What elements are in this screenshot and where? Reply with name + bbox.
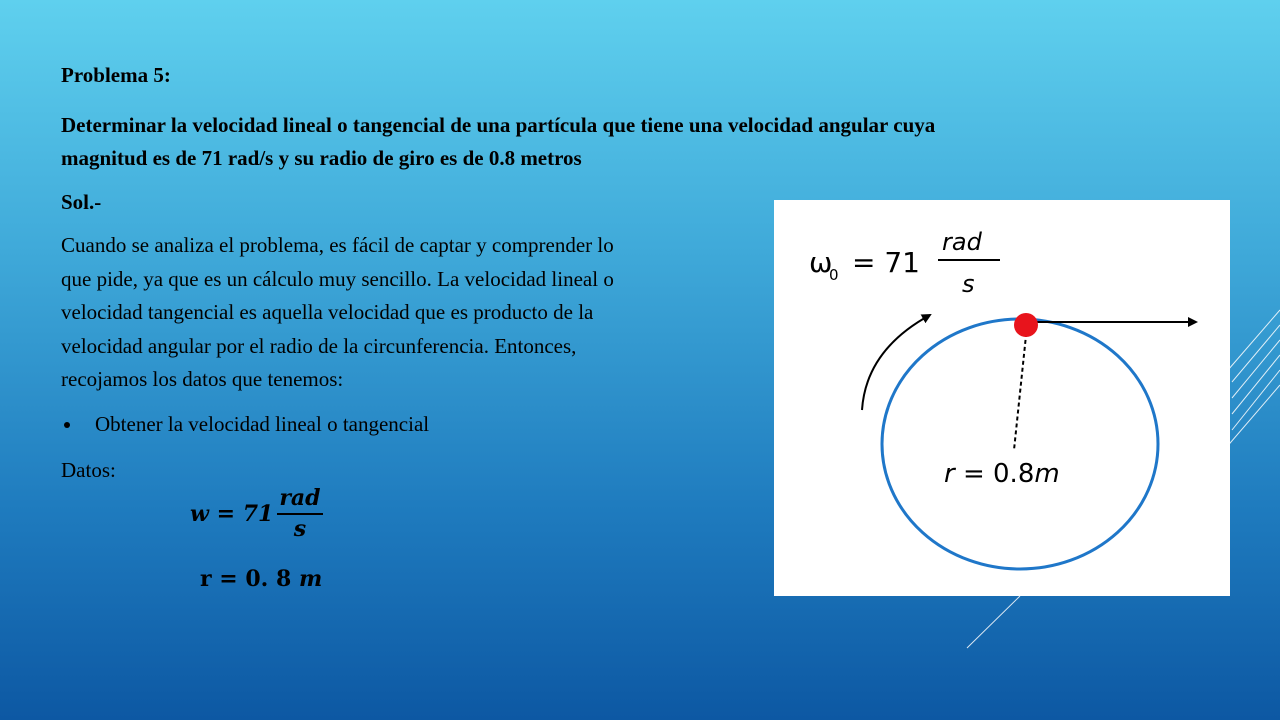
- radius-unit: m: [298, 566, 323, 592]
- paragraph-line: Cuando se analiza el problema, es fácil de captar y comprender lo: [61, 233, 614, 257]
- particle-dot: [1014, 313, 1038, 337]
- paragraph-line: velocidad tangencial es aquella velocidad que es producto de la: [61, 300, 594, 325]
- solution-paragraph: [61, 229, 761, 397]
- rotation-arrow-icon: [862, 315, 930, 410]
- radius-label-value: [944, 459, 1034, 489]
- fraction-denominator: s: [293, 516, 307, 542]
- radius-label: [944, 459, 1060, 489]
- datos-label: Datos:: [61, 458, 116, 482]
- paragraph-line: que pide, ya que es un cálculo muy sencillo. La velocidad lineal o: [61, 266, 614, 291]
- bullet-item: [61, 412, 429, 437]
- bullet-text: Obtener la velocidad lineal o tangencial: [95, 412, 430, 436]
- omega-subscript: 0: [829, 266, 839, 284]
- omega-symbol: ω: [809, 246, 833, 279]
- bullet-dot-icon: [64, 422, 70, 428]
- omega-value: = 71: [852, 246, 920, 279]
- equation-lhs: w = 71: [190, 501, 274, 527]
- paragraph-line: recojamos los datos que tenemos:: [61, 367, 344, 392]
- radius-line: [1014, 326, 1027, 450]
- equation-angular-velocity: [190, 485, 323, 543]
- statement-line: Determinar la velocidad lineal o tangencial de una partícula que tiene una velocidad angular cuya: [61, 113, 936, 137]
- radius-value: r = 0. 8: [200, 566, 292, 592]
- omega-numerator: rad: [942, 228, 982, 256]
- omega-denominator: s: [962, 270, 975, 298]
- rotation-diagram: [774, 200, 1230, 596]
- orbit-circle: [882, 319, 1158, 569]
- equation-fraction: [277, 485, 322, 543]
- paragraph-line: velocidad angular por el radio de la circunferencia. Entonces,: [61, 333, 577, 358]
- problem-statement: [61, 109, 1211, 175]
- radius-symbol: r: [944, 459, 955, 489]
- equation-radius: [200, 566, 322, 592]
- radius-label-unit: m: [1034, 459, 1060, 489]
- problem-title: Problema 5:: [61, 63, 171, 87]
- solution-label: Sol.-: [61, 190, 102, 214]
- fraction-numerator: rad: [277, 485, 322, 515]
- statement-line: magnitud es de 71 rad/s y su radio de giro es de 0.8 metros: [61, 146, 582, 170]
- radius-label-number: = 0.8: [954, 459, 1035, 489]
- rotation-diagram-svg: [774, 200, 1230, 596]
